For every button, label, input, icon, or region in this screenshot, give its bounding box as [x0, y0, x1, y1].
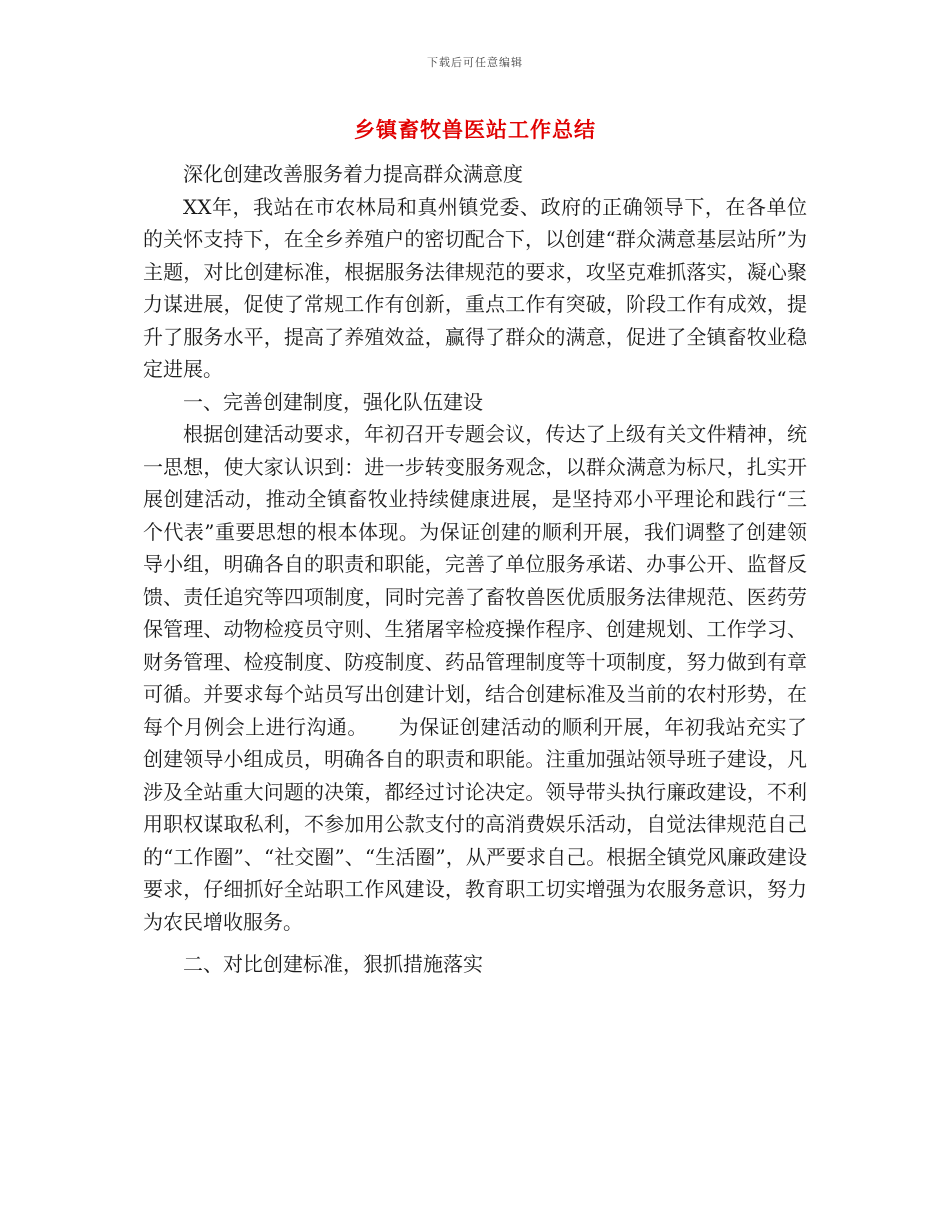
intro-paragraph: XX年，我站在市农林局和真州镇党委、政府的正确领导下，在各单位的关怀支持下，在全乡养殖户的密切配合下，以创建“群众满意基层站所”为主题，对比创建标准，根据服务法律规范的要求，攻坚克难抓落实，凝心聚力谋进展，促使了常规工作有创新，重点工作有突破，阶段工作有成效，提升了服务水平，提高了养殖效益，赢得了群众的满意，促进了全镇畜牧业稳定进展。: [143, 194, 807, 381]
section-heading-2: 二、对比创建标准，狠抓措施落实: [183, 952, 483, 976]
section-heading-1: 一、完善创建制度，强化队伍建设: [183, 389, 483, 414]
document-body: [143, 158, 807, 981]
subtitle-paragraph: 深化创建改善服务着力提高群众满意度: [183, 162, 523, 186]
section-1-paragraph: 根据创建活动要求，年初召开专题会议，传达了上级有关文件精神，统一思想，使大家认识到：进一步转变服务观念，以群众满意为标尺，扎实开展创建活动，推动全镇畜牧业持续健康进展，是坚持邓小平理论和践行“三个代表”重要思想的根本体现。为保证创建的顺利开展，我们调整了创建领导小组，明确各自的职责和职能，完善了单位服务承诺、办事公开、监督反馈、责任追究等四项制度，同时完善了畜牧兽医优质服务法律规范、医药劳保管理、动物检疫员守则、生猪屠宰检疫操作程序、创建规划、工作学习、财务管理、检疫制度、防疫制度、药品管理制度等十项制度，努力做到有章可循。并要求每个站员写出创建计划，结合创建标准及当前的农村形势，在每个月例会上进行沟通。 为保证创建活动的顺利开展，年初我站充实了创建领导小组成员，明确各自的职责和职能。注重加强站领导班子建设，凡涉及全站重大问题的决策，都经过讨论决定。领导带头执行廉政建设，不利用职权谋取私利，不参加用公款支付的高消费娱乐活动，自觉法律规范自己的“工作圈”、“社交圈”、“生活圈”，从严要求自己。根据全镇党风廉政建设要求，仔细抓好全站职工作风建设，教育职工切实增强为农服务意识，努力为农民增收服务。: [143, 422, 807, 934]
header-note: 下载后可任意编辑: [427, 56, 523, 69]
document-title: 乡镇畜牧兽医站工作总结: [354, 117, 596, 142]
